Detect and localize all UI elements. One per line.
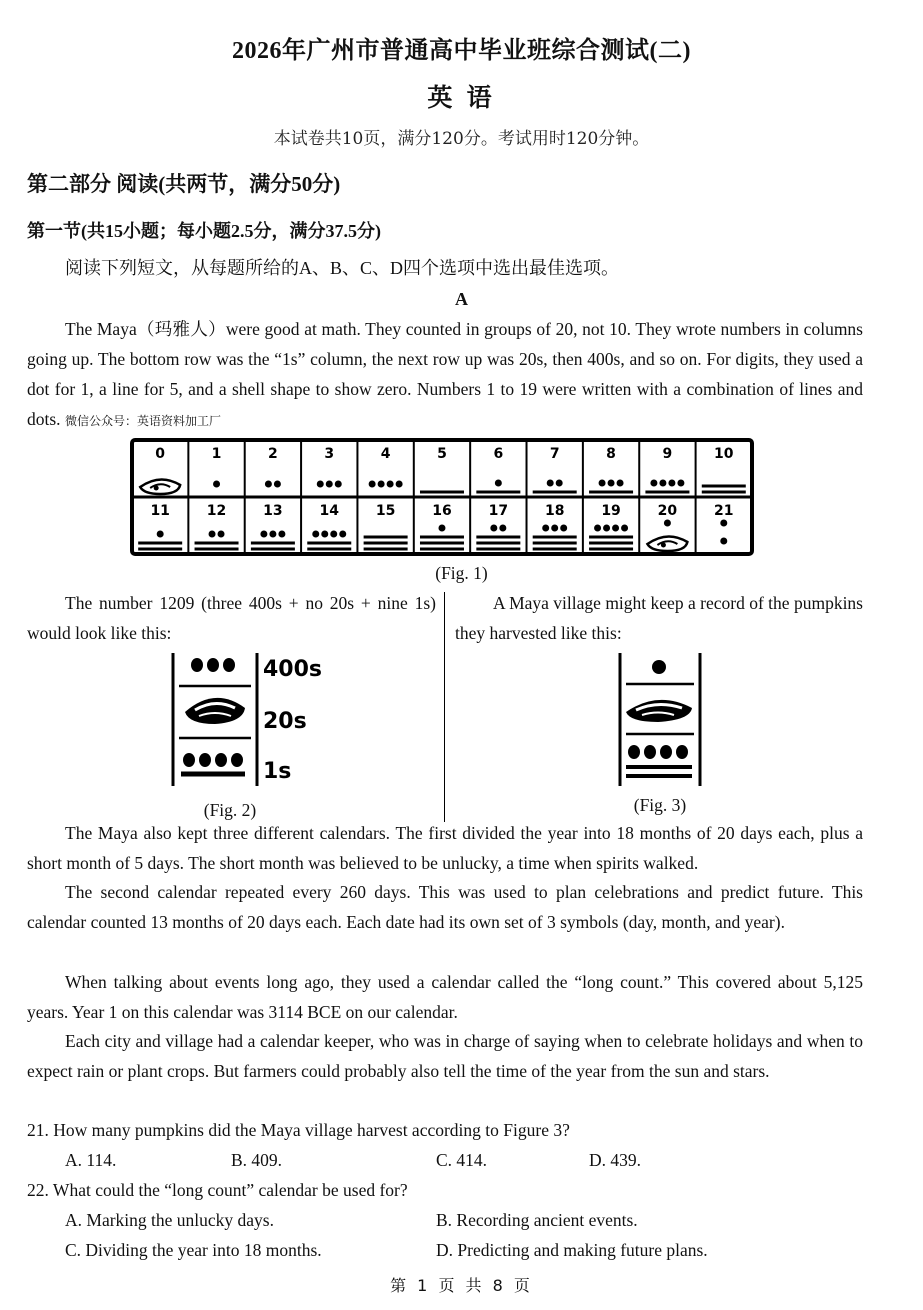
fig1-cell-16 bbox=[420, 503, 464, 549]
q22-option-a[interactable]: A. Marking the unlucky days. bbox=[65, 1210, 274, 1230]
fig1-cell-15 bbox=[364, 503, 408, 549]
fig1-cell-0 bbox=[140, 446, 180, 494]
fig2-shell-20s bbox=[185, 698, 245, 724]
fig1-cell-2 bbox=[265, 446, 281, 488]
right-column-text: A Maya village might keep a record of the pumpkins they harvested like this: bbox=[455, 593, 863, 643]
fig1-cell-8 bbox=[589, 446, 633, 492]
question-21: 21. How many pumpkins did the Maya village harvest according to Figure 3? bbox=[27, 1120, 570, 1140]
fig1-number-label: 15 bbox=[375, 503, 396, 519]
question-22: 22. What could the “long count” calendar be used for? bbox=[27, 1180, 408, 1200]
fig1-cell-10 bbox=[702, 446, 746, 492]
fig1-number-label: 12 bbox=[206, 503, 227, 519]
passage-paragraph-1 bbox=[27, 314, 863, 436]
fig2-label-1s: 1s bbox=[263, 759, 292, 784]
passage-paragraph-5: Each city and village had a calendar keeper, who was in charge of saying when to celebrate holidays and when to expect rain or plant crops. But farmers could probably also tell the time of the year from the sun and stars. bbox=[27, 1031, 863, 1081]
fig3-shell bbox=[626, 700, 692, 722]
instruction: 阅读下列短文，从每题所给的A、B、C、D四个选项中选出最佳选项。 bbox=[65, 258, 620, 278]
fig1-number-label: 14 bbox=[319, 503, 340, 519]
fig1-cell-1 bbox=[212, 446, 222, 488]
fig1-number-label: 1 bbox=[211, 446, 222, 462]
paragraph-1-text: The Maya（玛雅人）were good at math. They counted in groups of 20, not 10. They wrote numbers in columns going up. The bottom row was the “1s” column, the next row up was 20s, then 400s, and so on. For digits, they used a dot for 1, a line for 5, and a shell shape to show zero. Numbers 1 to 19 were written with a combination of lines and dots. bbox=[27, 319, 863, 429]
fig1-cell-17 bbox=[476, 503, 520, 549]
fig1-cell-14 bbox=[307, 503, 351, 549]
fig1-cell-19 bbox=[589, 503, 633, 549]
fig1-number-label: 0 bbox=[155, 446, 166, 462]
fig2-label-400s: 400s bbox=[263, 657, 323, 682]
fig3-top-dot bbox=[652, 660, 666, 674]
fig1-cell-6 bbox=[476, 446, 520, 492]
fig1-number-label: 20 bbox=[657, 503, 678, 519]
fig1-caption: (Fig. 1) bbox=[435, 563, 488, 583]
subject-title: 英 语 bbox=[427, 85, 496, 112]
fig3-pumpkin-record bbox=[612, 650, 707, 790]
q21-option-c[interactable]: C. 414. bbox=[436, 1150, 488, 1170]
passage-paragraph-4: When talking about events long ago, they used a calendar called the “long count.” This covered about 5,125 years. Year 1 on this calendar was 3114 BCE on our calendar. bbox=[27, 972, 863, 1022]
fig1-cell-20 bbox=[647, 503, 687, 551]
fig1-number-label: 21 bbox=[714, 503, 734, 519]
fig2-caption: (Fig. 2) bbox=[203, 800, 257, 820]
fig1-number-label: 5 bbox=[437, 446, 447, 462]
fig1-cell-13 bbox=[251, 503, 295, 549]
fig1-number-label: 10 bbox=[714, 446, 734, 462]
q21-option-a[interactable]: A. 114. bbox=[65, 1150, 117, 1170]
fig1-cell-18 bbox=[533, 503, 577, 549]
left-column-text: The number 1209 (three 400s + no 20s + nine 1s) would look like this: bbox=[27, 593, 436, 643]
fig1-cell-5 bbox=[420, 446, 464, 492]
fig1-number-label: 13 bbox=[263, 503, 283, 519]
fig1-number-label: 11 bbox=[150, 503, 170, 519]
exam-note: 本试卷共10页，满分120分。考试用时120分钟。 bbox=[273, 129, 650, 149]
fig3-caption: (Fig. 3) bbox=[633, 795, 687, 815]
fig1-cell-12 bbox=[195, 503, 239, 549]
q22-option-c[interactable]: C. Dividing the year into 18 months. bbox=[65, 1240, 322, 1260]
fig1-number-label: 3 bbox=[324, 446, 335, 462]
passage-paragraph-3: The second calendar repeated every 260 days. This was used to plan celebrations and predict future. This calendar counted 13 months of 20 days each. Each date had its own set of 3 symbols (day, month, and year). bbox=[27, 882, 863, 932]
q21-option-d[interactable]: D. 439. bbox=[589, 1150, 642, 1170]
fig1-cell-7 bbox=[533, 446, 577, 492]
q22-option-d[interactable]: D. Predicting and making future plans. bbox=[436, 1240, 708, 1260]
passage-paragraph-2: The Maya also kept three different calendars. The first divided the year into 18 months of 20 days each, plus a short month of 5 days. The short month was believed to be unlucky, a time when spirits walked. bbox=[27, 823, 863, 873]
fig1-cell-3 bbox=[317, 446, 342, 488]
fig1-number-label: 2 bbox=[268, 446, 278, 462]
fig1-number-label: 8 bbox=[606, 446, 616, 462]
fig2-ones bbox=[181, 753, 245, 774]
fig2-label-20s: 20s bbox=[263, 709, 307, 734]
fig1-number-label: 16 bbox=[432, 503, 452, 519]
fig1-cell-21 bbox=[714, 503, 733, 545]
page-footer: 第 1 页 共 8 页 bbox=[390, 1276, 533, 1295]
fig2-dots-400s bbox=[191, 658, 235, 672]
fig1-cell-4 bbox=[369, 446, 403, 488]
fig1-cell-9 bbox=[645, 446, 689, 492]
part-title: 第二部分 阅读(共两节，满分50分) bbox=[27, 172, 341, 196]
q21-option-b[interactable]: B. 409. bbox=[231, 1150, 283, 1170]
q22-option-b[interactable]: B. Recording ancient events. bbox=[436, 1210, 638, 1230]
column-divider bbox=[444, 592, 445, 822]
watermark-text: 微信公众号：英语资料加工厂 bbox=[64, 414, 221, 428]
section-title: 第一节(共15小题；每小题2.5分，满分37.5分) bbox=[27, 221, 381, 241]
fig1-number-label: 6 bbox=[493, 446, 504, 462]
fig1-number-label: 9 bbox=[662, 446, 673, 462]
fig1-number-label: 18 bbox=[544, 503, 565, 519]
fig1-cell-11 bbox=[138, 503, 182, 549]
fig1-number-label: 4 bbox=[380, 446, 391, 462]
passage-label: A bbox=[455, 289, 468, 309]
fig2-number-1209 bbox=[165, 650, 330, 790]
fig1-maya-numbers-table bbox=[130, 438, 754, 558]
exam-title: 2026年广州市普通高中毕业班综合测试(二) bbox=[232, 38, 691, 64]
fig1-number-label: 17 bbox=[488, 503, 509, 519]
fig1-number-label: 19 bbox=[601, 503, 621, 519]
fig1-number-label: 7 bbox=[549, 446, 560, 462]
fig3-ones bbox=[626, 745, 692, 776]
